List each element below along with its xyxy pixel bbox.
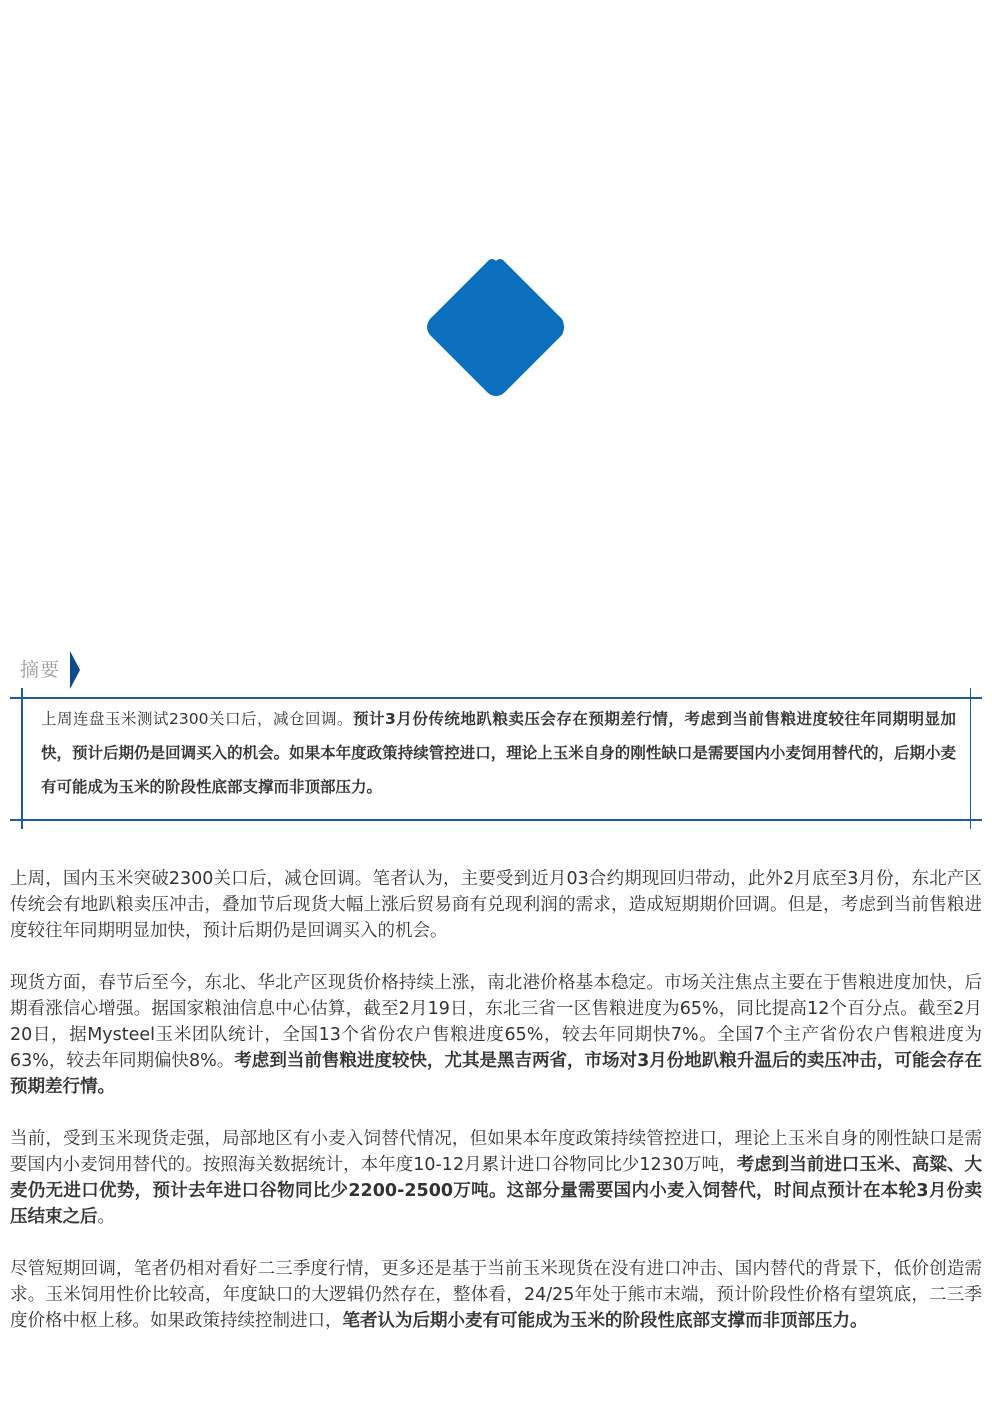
- paragraph-1-text: 上周，国内玉米突破2300关口后，减仓回调。笔者认为，主要受到近月03合约期现回归带动，此外2月底至3月份，东北产区传统会有地趴粮卖压冲击，叠加节后现货大幅上涨后贸易商有兑现利润的需求，造成短期期价回调。但是，考虑到当前售粮进度较往年同期明显加快，预计后期仍是回调买入的机会。: [10, 869, 982, 941]
- paragraph-2-bold: 考虑到当前售粮进度较快，尤其是黑吉两省，市场对3月份地趴粮升温后的卖压冲击，可能会存在预期差行情。: [10, 1051, 982, 1097]
- paragraph-4-bold: 笔者认为后期小麦有可能成为玉米的阶段性底部支撑而非顶部压力。: [342, 1311, 868, 1331]
- paragraph-4: [10, 1256, 982, 1334]
- paragraph-3-bold: 考虑到当前进口玉米、高粱、大麦仍无进口优势，预计去年进口谷物同比少2200-2500万吨。这部分量需要国内小麦入饲替代，时间点预计在本轮3月份卖压结束之后: [10, 1155, 983, 1227]
- paragraph-3-end: 。: [97, 1207, 115, 1227]
- summary-border-top: [10, 697, 982, 699]
- summary-border-bottom: [10, 819, 982, 821]
- diamond-logo-icon: [424, 255, 568, 399]
- summary-border-right: [970, 688, 972, 829]
- paragraph-2: [10, 970, 982, 1100]
- paragraph-3: [10, 1126, 982, 1230]
- logo-diamond-shape: [427, 259, 564, 396]
- paragraph-3-text: 当前，受到玉米现货走强，局部地区有小麦入饲替代情况，但如果本年度政策持续管控进口，理论上玉米自身的刚性缺口是需要国内小麦饲用替代的。按照海关数据统计，本年度10-12月累计进口谷物同比少1230万吨，: [10, 1129, 982, 1175]
- summary-text: [41, 702, 956, 804]
- summary-box: [10, 688, 982, 829]
- summary-border-left: [21, 688, 23, 829]
- article-body: [10, 866, 982, 1360]
- summary-text-plain: 上周连盘玉米测试2300关口后，减仓回调。: [41, 710, 354, 728]
- paragraph-1: [10, 866, 982, 944]
- paragraph-2-text: 现货方面，春节后至今，东北、华北产区现货价格持续上涨，南北港价格基本稳定。市场关注焦点主要在于售粮进度加快，后期看涨信心增强。据国家粮油信息中心估算，截至2月19日，东北三省一区售粮进度为65%，同比提高12个百分点。截至2月20日，据Mysteel玉米团队统计，全国13个省份农户售粮进度65%，较去年同期快7%。全国7个主产省份农户售粮进度为63%，较去年同期偏快8%。: [10, 973, 982, 1071]
- summary-heading: [20, 651, 80, 689]
- paragraph-4-text: 尽管短期回调，笔者仍相对看好二三季度行情，更多还是基于当前玉米现货在没有进口冲击、国内替代的背景下，低价创造需求。玉米饲用性价比较高，年度缺口的大逻辑仍然存在，整体看，24/25年处于熊市末端，预计阶段性价格有望筑底，二三季度价格中枢上移。如果政策持续控制进口，: [10, 1259, 982, 1331]
- summary-heading-label: 摘要: [20, 659, 61, 681]
- summary-arrow-icon: [70, 651, 80, 689]
- summary-text-bold: 预计3月份传统地趴粮卖压会存在预期差行情，考虑到当前售粮进度较往年同期明显加快，预计后期仍是回调买入的机会。如果本年度政策持续管控进口，理论上玉米自身的刚性缺口是需要国内小麦饲用替代的，后期小麦有可能成为玉米的阶段性底部支撑而非顶部压力。: [41, 710, 956, 796]
